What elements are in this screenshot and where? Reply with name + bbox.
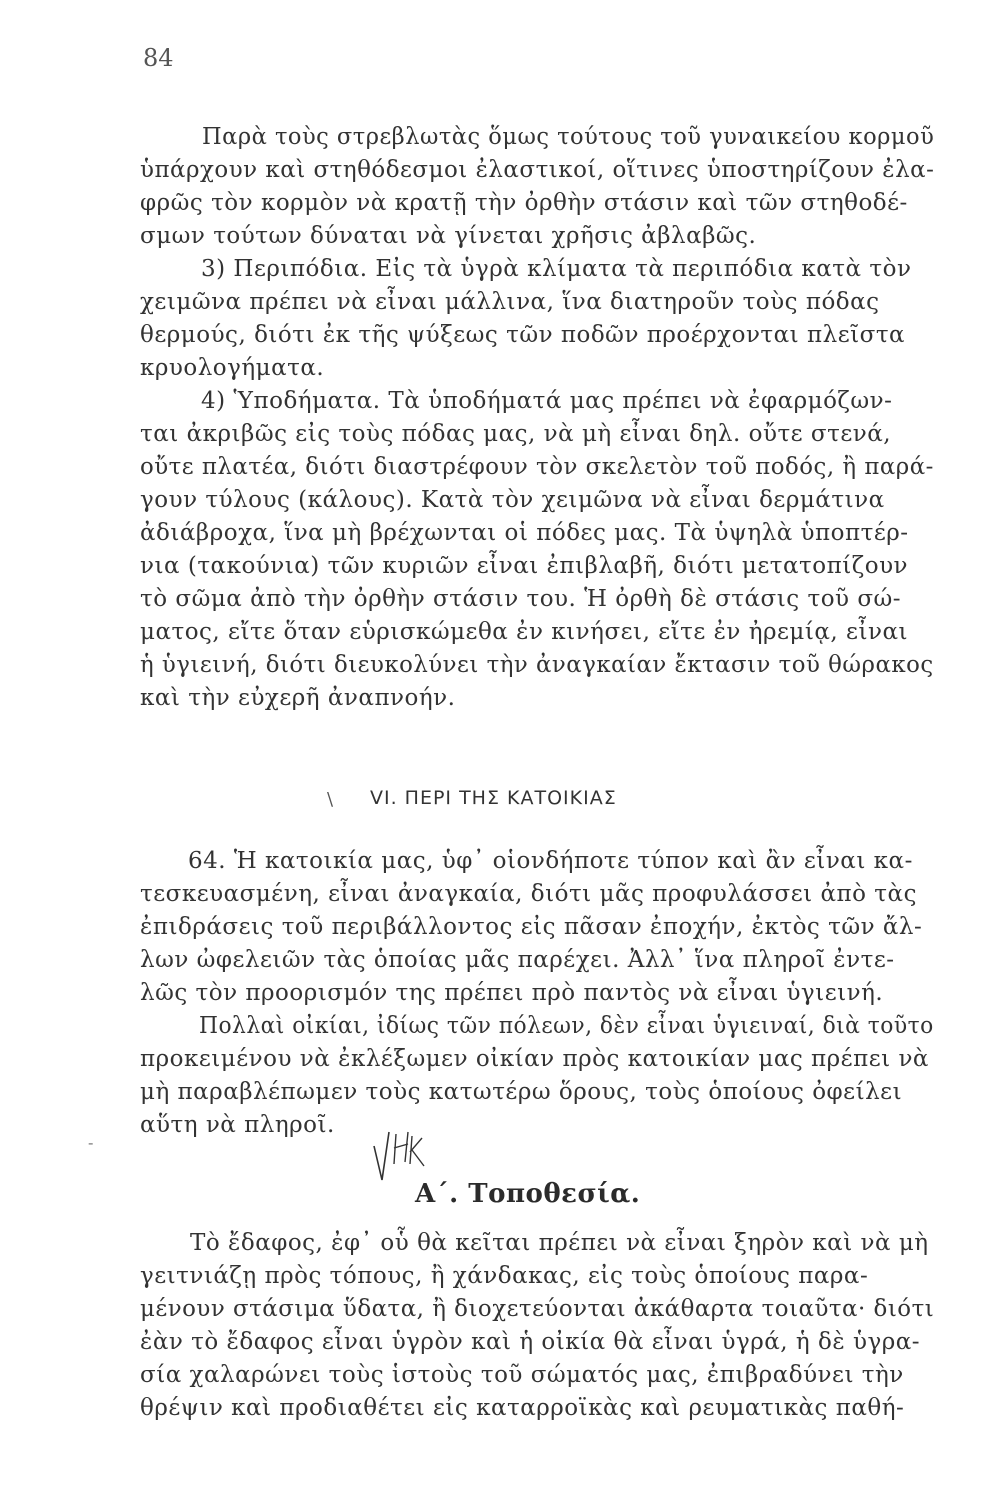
text-line: μὴ παραβλέπωμεν τοὺς κατωτέρω ὅρους, τοὺς ὁποίους ὀφείλει <box>140 1079 903 1105</box>
text-line: Πολλαὶ οἰκίαι, ἰδίως τῶν πόλεων, δὲν εἶναι ὑγιειναί, διὰ τοῦτο <box>199 1013 934 1039</box>
text-line: γειτνιάζῃ πρὸς τόπους, ἢ χάνδακας, εἰς τοὺς ὁποίους παρα- <box>140 1263 869 1289</box>
text-line: σμων τούτων δύναται νὰ γίνεται χρῆσις ἀβλαβῶς. <box>140 223 757 249</box>
text-line: 4) Ὑποδήματα. Τὰ ὑποδήματά μας πρέπει νὰ ἐφαρμόζων- <box>201 388 893 414</box>
stray-mark: - <box>88 1133 94 1152</box>
text-line: 3) Περιπόδια. Εἰς τὰ ὑγρὰ κλίματα τὰ περιπόδια κατὰ τὸν <box>201 256 912 282</box>
text-line: ὑπάρχουν καὶ στηθόδεσμοι ἐλαστικοί, οἵτινες ὑποστηρίζουν ἐλα- <box>140 157 935 183</box>
text-line: ται ἀκριβῶς εἰς τοὺς πόδας μας, νὰ μὴ εἶναι δηλ. οὔτε στενά, <box>140 421 892 447</box>
text-line: μένουν στάσιμα ὕδατα, ἢ διοχετεύονται ἀκάθαρτα τοιαῦτα· διότι <box>140 1296 935 1322</box>
text-line: θερμούς, διότι ἐκ τῆς ψύξεως τῶν ποδῶν προέρχονται πλεῖστα <box>140 322 906 348</box>
text-line: καὶ τὴν εὐχερῆ ἀναπνοήν. <box>140 685 456 711</box>
text-line: χειμῶνα πρέπει νὰ εἶναι μάλλινα, ἵνα διατηροῦν τοὺς πόδας <box>140 289 880 315</box>
text-line: λῶς τὸν προορισμόν της πρέπει πρὸ παντὸς νὰ εἶναι ὑγιεινή. <box>140 980 884 1006</box>
text-line: ἐπιδράσεις τοῦ περιβάλλοντος εἰς πᾶσαν ἐποχήν, ἐκτὸς τῶν ἄλ- <box>140 914 923 940</box>
text-line: προκειμένου νὰ ἐκλέξωμεν οἰκίαν πρὸς κατοικίαν μας πρέπει νὰ <box>140 1046 929 1072</box>
text-line: αὕτη νὰ πληροῖ. <box>140 1112 335 1138</box>
sub-heading: Α΄. Τοποθεσία. <box>415 1179 641 1209</box>
text-line: ἀδιάβροχα, ἵνα μὴ βρέχωνται οἱ πόδες μας. Τὰ ὑψηλὰ ὑποπτέρ- <box>140 520 909 546</box>
text-line: Τὸ ἔδαφος, ἐφ᾽ οὗ θὰ κεῖται πρέπει νὰ εἶναι ξηρὸν καὶ νὰ μὴ <box>190 1230 929 1256</box>
text-line: λων ὠφελειῶν τὰς ὁποίας μᾶς παρέχει. Ἀλλ᾽ ἵνα πληροῖ ἐντε- <box>140 947 895 973</box>
text-line: τεσκευασμένη, εἶναι ἀναγκαία, διότι μᾶς προφυλάσσει ἀπὸ τὰς <box>140 881 917 907</box>
text-line: θρέψιν καὶ προδιαθέτει εἰς καταρροϊκὰς καὶ ρευματικὰς παθή- <box>140 1395 905 1421</box>
text-line: κρυολογήματα. <box>140 355 325 381</box>
text-line: ἐὰν τὸ ἔδαφος εἶναι ὑγρὸν καὶ ἡ οἰκία θὰ εἶναι ὑγρά, ἡ δὲ ὑγρα- <box>140 1329 921 1355</box>
handwritten-margin-note <box>372 1122 432 1182</box>
text-line: ματος, εἴτε ὅταν εὑρισκώμεθα ἐν κινήσει, εἴτε ἐν ἠρεμίᾳ, εἶναι <box>140 619 909 645</box>
text-line: σία χαλαρώνει τοὺς ἱστοὺς τοῦ σώματός μας, ἐπιβραδύνει τὴν <box>140 1362 904 1388</box>
text-line: γουν τύλους (κάλους). Κατὰ τὸν χειμῶνα νὰ εἶναι δερμάτινα <box>140 487 885 513</box>
page-number: 84 <box>143 44 174 72</box>
text-line: ἡ ὑγιεινή, διότι διευκολύνει τὴν ἀναγκαίαν ἔκτασιν τοῦ θώρακος <box>140 652 934 678</box>
section-mark: \ <box>327 789 334 810</box>
section-heading: VI. ΠΕΡΙ ΤΗΣ ΚΑΤΟΙΚΙΑΣ <box>370 787 617 809</box>
text-line: Παρὰ τοὺς στρεβλωτὰς ὅμως τούτους τοῦ γυναικείου κορμοῦ <box>202 124 935 150</box>
text-line: οὔτε πλατέα, διότι διαστρέφουν τὸν σκελετὸν τοῦ ποδός, ἢ παρά- <box>140 454 934 480</box>
text-line: νια (τακούνια) τῶν κυριῶν εἶναι ἐπιβλαβῆ, διότι μετατοπίζουν <box>140 553 909 579</box>
text-line: 64. Ἡ κατοικία μας, ὑφ᾽ οἱονδήποτε τύπον καὶ ἂν εἶναι κα- <box>188 848 913 874</box>
text-line: τὸ σῶμα ἀπὸ τὴν ὀρθὴν στάσιν του. Ἡ ὀρθὴ δὲ στάσις τοῦ σώ- <box>140 586 902 612</box>
text-line: φρῶς τὸν κορμὸν νὰ κρατῇ τὴν ὀρθὴν στάσιν καὶ τῶν στηθοδέ- <box>140 190 908 216</box>
